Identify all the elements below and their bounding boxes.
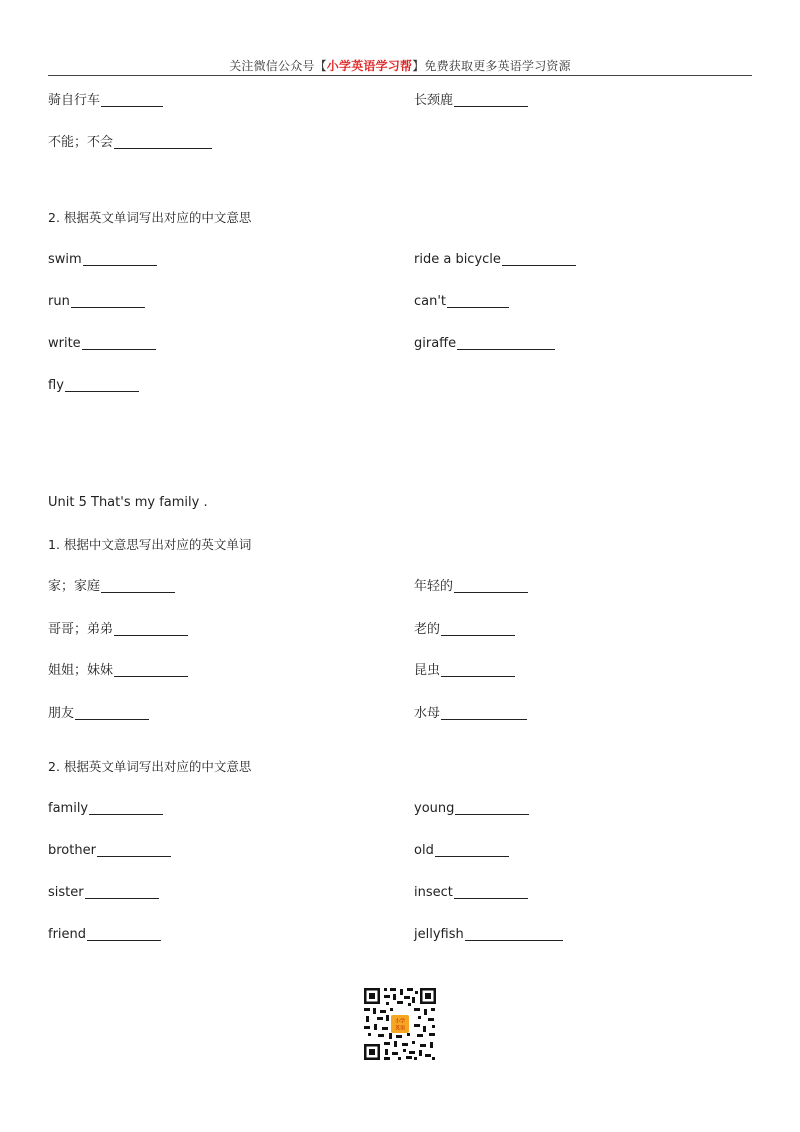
item-label: swim: [48, 252, 82, 267]
item-label: 姐姐；妹妹: [48, 663, 114, 678]
header-rule: [48, 75, 752, 76]
item-label: can't: [414, 294, 447, 309]
item-label: friend: [48, 927, 87, 942]
vocab-item: [414, 662, 515, 680]
qr-code: [362, 986, 438, 1062]
vocab-item: [48, 884, 159, 902]
vocab-item: [414, 842, 509, 860]
vocab-item: [48, 293, 145, 311]
answer-blank[interactable]: [435, 855, 509, 857]
answer-blank[interactable]: [82, 348, 156, 350]
qr-code-icon: [362, 986, 438, 1062]
answer-blank[interactable]: [114, 634, 188, 636]
item-label: 老的: [414, 622, 441, 637]
qr-badge-text-bottom: 英语: [394, 1025, 406, 1032]
vocab-item: [48, 926, 161, 944]
item-label: 骑自行车: [48, 93, 101, 108]
vocab-item: [48, 800, 163, 818]
item-label: 长颈鹿: [414, 93, 454, 108]
item-label: family: [48, 801, 89, 816]
header-prefix: 关注微信公众号: [229, 59, 315, 73]
answer-blank[interactable]: [71, 306, 145, 308]
item-label: fly: [48, 378, 64, 393]
qr-badge-text-top: 小学: [394, 1018, 406, 1025]
answer-blank[interactable]: [65, 390, 139, 392]
vocab-item: [48, 251, 157, 269]
answer-blank[interactable]: [87, 939, 161, 941]
item-label: run: [48, 294, 70, 309]
answer-blank[interactable]: [502, 264, 576, 266]
vocab-item: [414, 92, 528, 110]
item-label: giraffe: [414, 336, 457, 351]
answer-blank[interactable]: [89, 813, 163, 815]
section-heading: 2. 根据英文单词写出对应的中文意思: [48, 759, 252, 774]
item-label: 水母: [414, 706, 441, 721]
header-bracket-open: 【: [314, 59, 327, 73]
answer-blank[interactable]: [447, 306, 509, 308]
item-label: young: [414, 801, 455, 816]
answer-blank[interactable]: [97, 855, 171, 857]
vocab-item: [414, 705, 527, 723]
vocab-item: [48, 335, 156, 353]
vocab-item: [414, 884, 528, 902]
item-label: sister: [48, 885, 84, 900]
page-header: [48, 58, 752, 74]
vocab-item: [414, 621, 515, 639]
item-label: write: [48, 336, 81, 351]
item-label: brother: [48, 843, 96, 858]
item-label: 年轻的: [414, 579, 454, 594]
item-label: 昆虫: [414, 663, 441, 678]
answer-blank[interactable]: [83, 264, 157, 266]
section-heading: 2. 根据英文单词写出对应的中文意思: [48, 210, 252, 225]
vocab-item: [414, 335, 555, 353]
header-suffix: 免费获取更多英语学习资源: [424, 59, 571, 73]
item-label: insect: [414, 885, 453, 900]
answer-blank[interactable]: [465, 939, 563, 941]
header-bracket-close: 】: [412, 59, 425, 73]
answer-blank[interactable]: [75, 718, 149, 720]
item-label: 家；家庭: [48, 579, 101, 594]
answer-blank[interactable]: [101, 591, 175, 593]
vocab-item: [414, 293, 509, 311]
answer-blank[interactable]: [454, 591, 528, 593]
vocab-item: [48, 134, 212, 152]
answer-blank[interactable]: [454, 897, 528, 899]
item-label: jellyfish: [414, 927, 464, 942]
answer-blank[interactable]: [441, 718, 527, 720]
vocab-item: [48, 662, 188, 680]
answer-blank[interactable]: [454, 105, 528, 107]
answer-blank[interactable]: [457, 348, 555, 350]
vocab-item: [414, 251, 576, 269]
vocab-item: [414, 578, 528, 596]
item-label: 哥哥；弟弟: [48, 622, 114, 637]
item-label: 朋友: [48, 706, 75, 721]
vocab-item: [48, 621, 188, 639]
answer-blank[interactable]: [114, 675, 188, 677]
unit-title: Unit 5 That's my family .: [48, 495, 208, 510]
vocab-item: [414, 800, 529, 818]
vocab-item: [48, 842, 171, 860]
item-label: ride a bicycle: [414, 252, 501, 267]
answer-blank[interactable]: [441, 634, 515, 636]
section-heading: 1. 根据中文意思写出对应的英文单词: [48, 537, 252, 552]
answer-blank[interactable]: [455, 813, 529, 815]
vocab-item: [48, 92, 163, 110]
vocab-item: [48, 578, 175, 596]
answer-blank[interactable]: [101, 105, 163, 107]
vocab-item: [414, 926, 563, 944]
vocab-item: [48, 705, 149, 723]
item-label: 不能；不会: [48, 135, 114, 150]
item-label: old: [414, 843, 434, 858]
vocab-item: [48, 377, 139, 395]
answer-blank[interactable]: [441, 675, 515, 677]
answer-blank[interactable]: [114, 147, 212, 149]
header-brand: 小学英语学习帮: [326, 59, 413, 73]
answer-blank[interactable]: [85, 897, 159, 899]
